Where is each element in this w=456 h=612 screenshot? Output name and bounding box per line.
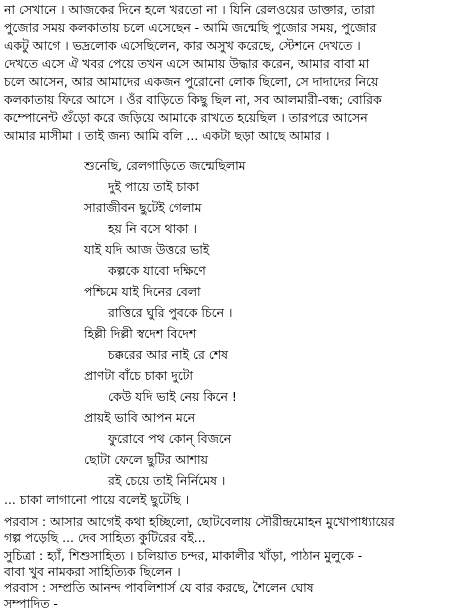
poem-line: শুনেছি, রেলগাড়িতে জন্মেছিলাম [84,158,246,173]
dialogue-line: সুচিত্রা : হ্যাঁ, শিশুসাহিত্য । চলিয়াত চন্দর, মাকালীর খাঁড়া, পাঠান মুলুকে - [4,548,363,563]
poem-line: দুই পায়ে তাই চাকা [108,179,199,194]
text-line: কম্পোনেন্ট গুঁড়ো করে জড়িয়ে আমাকে রাখতে হয়েছিল । তারপরে আসেন [4,110,368,125]
poem-line: যাই যদি আজ উত্তরে ভাই [84,242,210,257]
poem-line: সারাজীবন ছুটেই গেলাম [84,200,202,215]
poem-line: হয় নি বসে থাকা । [108,221,197,236]
text-line: চলে আসেন, আর আমাদের একজন পুরোনো লোক ছিলো, সে দাদাদের নিয়ে [4,74,379,89]
dialogue-line: বাবা খুব নামকরা সাহিত্যিক ছিলেন । [4,564,181,579]
poem-line: হিল্লী দিল্লী স্বদেশ বিদেশ [84,326,197,341]
poem-line: পশ্চিমে যাই দিনের বেলা [84,284,201,299]
poem-line: রাত্তিরে ঘুরি পুবকে চিনে । [108,305,233,320]
poem-line: রই চেয়ে তাই নির্নিমেষ । [108,473,226,488]
text-line: একটু আগে । ভদ্রলোক এসেছিলেন, কার অসুখ করেছে, স্টেশনে দেখতে । [4,38,361,53]
text-line: পুজোর সময় কলকাতায় চলে এসেছেন - আমি জন্মেছি পুজোর সময়, পুজোর [4,20,377,35]
closing-line: ... চাকা লাগানো পায়ে বলেই ছুটেছি । [4,492,190,507]
poem-line: কল্পকে যাবো দক্ষিণে [108,263,206,278]
text-line: না সেখানে । আজকের দিনে হলে খরতো না । যিনি রেলওয়ের ডাক্তার, তারা [4,2,375,17]
poem-line: চক্করের আর নাই রে শেষ [108,347,228,362]
text-line: আমার মাসীমা । তাই জন্য আমি বলি ... একটা ছড়া আছে আমার । [4,128,330,143]
dialogue-line: পরবাস : আসার আগেই কথা হচ্ছিলো, ছোটবেলায় সৌরীন্দ্রমোহন মুখোপাধ্যায়ের [4,514,395,529]
dialogue-line: সম্পাদিত - [4,596,58,611]
poem-line: কেউ যদি ভাই নেয় কিনে ! [108,389,237,404]
poem-line: ফুরোবে পথ কোন্ বিজনে [108,431,232,446]
text-line: কলকাতায় ফিরে আসে । ওঁর বাড়িতে কিছু ছিল না, সব আলমারী-বন্ধ; বোরিক [4,92,382,107]
text-line: দেখতে এসে ঐ খবর পেয়ে তখন এসে আমায় উদ্ধার করেন, আমার বাবা মা [4,56,370,71]
poem-line: ছোটা ফেলে ছুটির আশায় [84,452,208,467]
dialogue-line: গল্প পড়েছি ... দেব সাহিত্য কুটিরের বই... [4,530,206,545]
dialogue-line: পরবাস : সম্প্রতি আনন্দ পাবলিশার্স যে বার করছে, শৈলেন ঘোষ [4,580,314,595]
poem-line: প্রাণটা বাঁচে চাকা দুটো [84,368,194,383]
poem-line: প্রায়ই ভাবি আপন মনে [84,410,196,425]
